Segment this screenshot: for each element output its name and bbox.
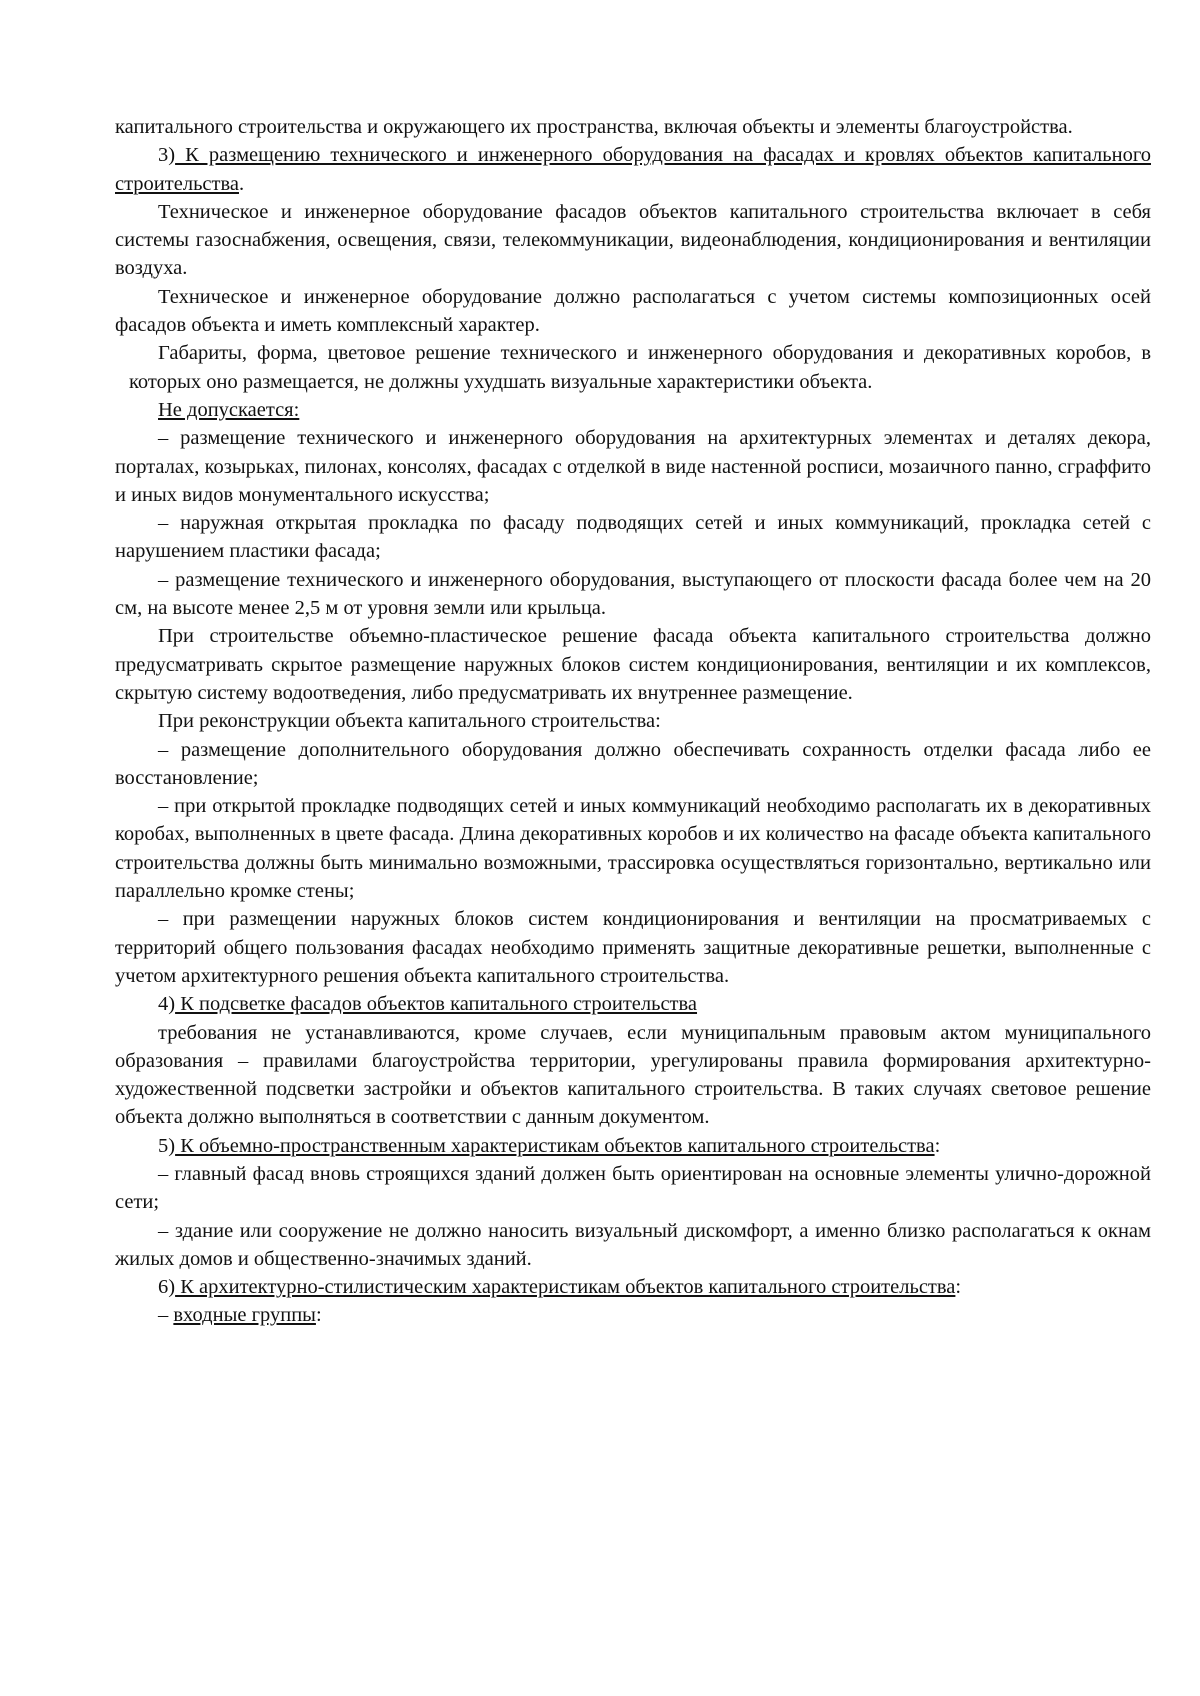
section-number: 3) bbox=[158, 144, 176, 167]
paragraph-construction: При строительстве объемно-пластическое решение фасада объекта капитального строительства должно предусматривать скрытое размещение наружных блоков систем кондиционирования, вентиляции и их комплексов, скрытую систему водоотведения, либо предусматривать их внутреннее размещение. bbox=[115, 625, 1151, 704]
list-item: – наружная открытая прокладка по фасаду подводящих сетей и иных коммуникаций, прокладка сетей с нарушением пластики фасада; bbox=[115, 512, 1151, 563]
entrance-groups-item bbox=[115, 1301, 1151, 1329]
section-number: 6) bbox=[158, 1276, 176, 1299]
section-title: К подсветке фасадов объектов капитального строительства bbox=[175, 993, 698, 1016]
not-allowed-heading bbox=[115, 396, 1151, 424]
section-3-heading bbox=[115, 141, 1151, 198]
paragraph-equipment-systems: Техническое и инженерное оборудование фасадов объектов капитального строительства включает в себя системы газоснабжения, освещения, связи, телекоммуникации, видеонаблюдения, кондиционирования и вентиляции воздуха. bbox=[115, 200, 1151, 280]
section-number: 5) bbox=[158, 1134, 176, 1157]
entrance-groups-title: входные группы bbox=[173, 1304, 316, 1327]
section-title: К архитектурно-стилистическим характеристикам объектов капитального строительства bbox=[175, 1276, 956, 1299]
section-title-end: : bbox=[955, 1276, 962, 1299]
list-item: – размещение дополнительного оборудования должно обеспечивать сохранность отделки фасада либо ее восстановление; bbox=[115, 738, 1151, 789]
document-page bbox=[115, 113, 1151, 1330]
section-number: 4) bbox=[158, 993, 176, 1016]
list-dash: – bbox=[158, 1304, 174, 1327]
paragraph-intro: капитального строительства и окружающего их пространства, включая объекты и элементы благоустройства. bbox=[115, 116, 1073, 138]
paragraph-composition-axes: Техническое и инженерное оборудование должно располагаться с учетом системы композиционных осей фасадов объекта и иметь комплексный характер. bbox=[115, 285, 1151, 337]
list-item: – при размещении наружных блоков систем кондиционирования и вентиляции на просматриваемых с территорий общего пользования фасадах необходимо применять защитные декоративные решетки, выполненные с учетом архитектурного решения объекта капитального строительства. bbox=[115, 908, 1151, 987]
not-allowed-title: Не допускается: bbox=[158, 398, 300, 421]
paragraph-lighting: требования не устанавливаются, кроме случаев, если муниципальным правовым актом муниципального образования – правилами благоустройства территории, урегулированы правила формирования архитектурно-художественной подсветки застройки и объектов капитального строительства. В таких случаях световое решение объекта должно выполняться в соответствии с данным документом. bbox=[115, 1021, 1151, 1129]
paragraph-reconstruction: При реконструкции объекта капитального строительства: bbox=[158, 710, 661, 733]
entrance-groups-end: : bbox=[315, 1304, 322, 1327]
section-6-heading bbox=[115, 1273, 1151, 1301]
list-item: – здание или сооружение не должно наносить визуальный дискомфорт, а именно близко располагаться к окнам жилых домов и общественно-значимых зданий. bbox=[115, 1219, 1151, 1270]
list-item: – размещение технического и инженерного оборудования, выступающего от плоскости фасада более чем на 20 см, на высоте менее 2,5 м от уровня земли или крыльца. bbox=[115, 568, 1151, 620]
paragraph-dimensions: Габариты, форма, цветовое решение технического и инженерного оборудования и декоративных коробов, в которых оно размещается, не должны ухудшать визуальные характеристики объекта. bbox=[129, 342, 1151, 393]
section-title-end: : bbox=[934, 1134, 941, 1157]
list-item: – главный фасад вновь строящихся зданий должен быть ориентирован на основные элементы улично-дорожной сети; bbox=[115, 1162, 1151, 1214]
section-4-heading bbox=[115, 990, 1151, 1018]
section-title-end: . bbox=[238, 172, 245, 195]
section-5-heading bbox=[115, 1132, 1151, 1160]
section-title: К размещению технического и инженерного оборудования на фасадах и кровлях объектов капитального строительства bbox=[115, 144, 1151, 195]
section-title: К объемно-пространственным характеристикам объектов капитального строительства bbox=[175, 1134, 935, 1157]
list-item: – при открытой прокладке подводящих сетей и иных коммуникаций необходимо располагать их в декоративных коробах, выполненных в цвете фасада. Длина декоративных коробов и их количество на фасаде объекта капитального строительства должны быть минимально возможными, трассировка осуществляться горизонтально, вертикально или параллельно кромке стены; bbox=[115, 795, 1151, 903]
list-item: – размещение технического и инженерного оборудования на архитектурных элементах и деталях декора, порталах, козырьках, пилонах, консолях, фасадах с отделкой в виде настенной росписи, мозаичного панно, сграффито и иных видов монументального искусства; bbox=[115, 427, 1151, 506]
